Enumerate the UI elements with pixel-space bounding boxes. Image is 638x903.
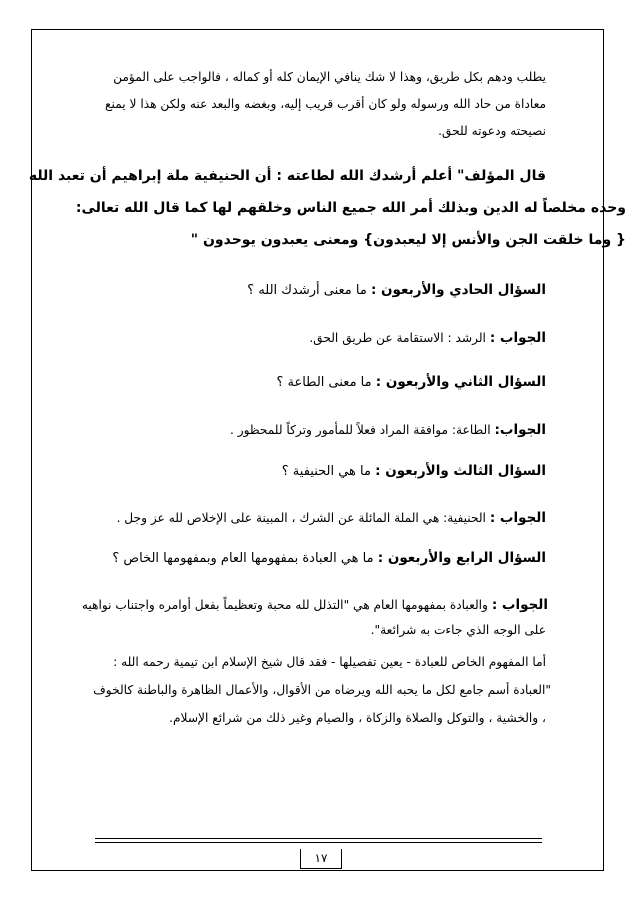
footer-rule-top [95,838,542,839]
answer-text: الطاعة: موافقة المراد فعلاً للمأمور وتركاً للمحظور . [229,423,495,437]
question-label: السؤال الثالث والأربعون : [375,463,546,479]
closing-line-1: أما المفهوم الخاص للعبادة - يعين تفصيلها - فقد قال شيخ الإسلام ابن تيمية رحمه الله : [113,655,546,669]
answer-44-continuation: على الوجه الذي جاءت به شرائعة". [370,623,546,637]
intro-line-2: معاداة من حاد الله ورسوله ولو كان أقرب قريب إليه، وبغضه والبعد عنه ولكن هذا لا يمنع [105,97,546,111]
answer-41 [309,330,546,346]
question-text: ما معنى أرشدك الله ؟ [247,283,371,298]
answer-43 [117,510,546,526]
question-42 [276,374,546,390]
answer-text: الحنيفية: هي الملة المائلة عن الشرك ، المبينة على الإخلاص لله عز وجل . [116,511,490,525]
answer-label: الجواب : [489,510,546,526]
answer-label: الجواب : [491,597,548,613]
answer-label: الجواب: [494,422,546,438]
intro-line-3: نصيحته ودعوته للحق. [438,124,546,138]
page-number: ١٧ [300,849,342,869]
answer-label: الجواب : [489,330,546,346]
author-quote-line-1: قال المؤلف" أعلم أرشدك الله لطاعته : أن الحنيفية ملة إبراهيم أن تعبد الله [28,168,546,184]
question-label: السؤال الرابع والأربعون : [377,550,546,566]
answer-text: الرشد : الاستقامة عن طريق الحق. [309,331,490,345]
answer-text: والعبادة بمفهومها العام هي "التذلل لله محبة وتعظيماً بفعل أوامره واجتناب نواهيه [81,598,492,612]
question-44 [112,550,546,566]
question-label: السؤال الثاني والأربعون : [375,374,546,390]
question-text: ما معنى الطاعة ؟ [276,375,376,390]
question-43 [282,463,546,479]
answer-44 [82,597,548,613]
author-quote-line-3: { وما خلقت الجن والأنس إلا ليعبدون} ومعنى يعبدون يوحدون " [190,232,626,248]
question-text: ما هي العبادة بمفهومها العام وبمفهومها الخاص ؟ [112,551,378,566]
answer-42 [230,422,546,438]
page-border [28,29,604,871]
closing-line-3: ، والخشية ، والتوكل والصلاة والزكاة ، والصيام وغير ذلك من شرائع الإسلام. [169,711,546,725]
question-label: السؤال الحادي والأربعون : [370,282,546,298]
footer-rule-bottom [95,842,542,843]
question-41 [247,282,546,298]
intro-line-1: يطلب ودهم بكل طريق، وهذا لا شك ينافي الإيمان كله أو كماله ، فالواجب على المؤمن [113,70,546,84]
closing-line-2: "العبادة أسم جامع لكل ما يحبه الله ويرضاه من الأقوال، والأعمال الظاهرة والباطنة كالخوف [93,683,551,697]
author-quote-line-2: وحده مخلصاً له الدين وبذلك أمر الله جميع الناس وخلقهم لها كما قال الله تعالى: [75,200,626,216]
question-text: ما هي الحنيفية ؟ [281,464,376,479]
